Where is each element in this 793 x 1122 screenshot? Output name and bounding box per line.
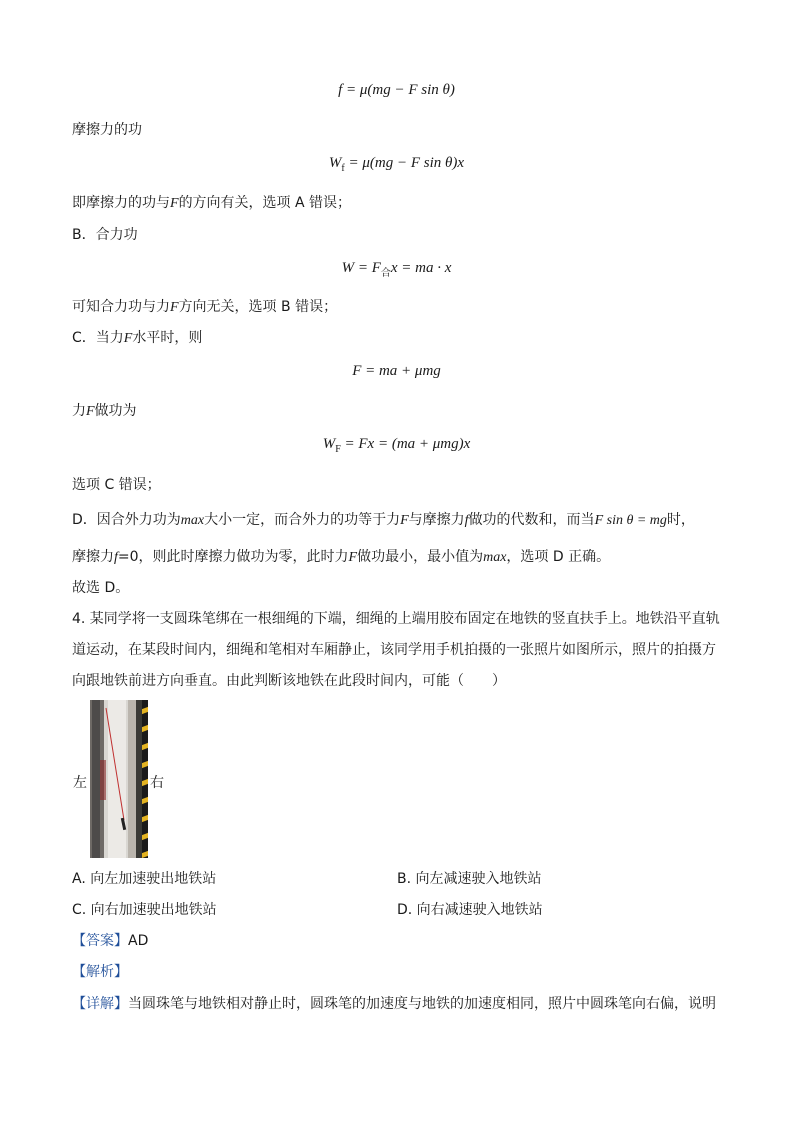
analysis-tag: 【解析】 (72, 964, 128, 980)
question-4-line2: 道运动，在某段时间内，细绳和笔相对车厢静止，该同学用手机拍摄的一张照片如图所示，照片的拍摄方 (72, 642, 716, 658)
text-option-c-heading: C．当力F水平时，则 (72, 330, 203, 346)
label-right: 右 (150, 775, 164, 791)
answer-value: AD (128, 933, 149, 949)
text-option-d-line2: 摩擦力f=0，则此时摩擦力做功为零，此时力F做功最小，最小值为max，选项 D 正确。 (72, 549, 611, 565)
text-conclusion-c: 选项 C 错误； (72, 477, 161, 493)
answer-line (72, 932, 148, 950)
equation-work-friction: $W_f = \mu(mg - F$ sin θ)x (328, 155, 465, 174)
text-choose: 故选 D。 (72, 580, 130, 596)
option-c: C. 向右加速驶出地铁站 (72, 902, 217, 918)
detail-text: 当圆珠笔与地铁相对静止时，圆珠笔的加速度与地铁的加速度相同，照片中圆珠笔向右偏，说明 (128, 996, 716, 1012)
text-work-friction: 摩擦力的功 (72, 122, 142, 138)
option-a: A. 向左加速驶出地铁站 (72, 871, 217, 887)
option-d: D. 向右减速驶入地铁站 (397, 902, 543, 918)
text-conclusion-b: 可知合力功与力F方向无关，选项 B 错误； (72, 299, 338, 315)
question-4-line3: 向跟地铁前进方向垂直。由此判断该地铁在此段时间内，可能（ ） (72, 673, 506, 689)
equation-force: F = ma + μmg (352, 363, 441, 379)
equation-friction: f = μ(mg − F sin θ) (338, 82, 455, 98)
question-4-line1: 4. 某同学将一支圆珠笔绑在一根细绳的下端，细绳的上端用胶布固定在地铁的竖直扶手上。地铁沿平直轨 (72, 611, 720, 627)
text-force-work: 力F做功为 (72, 403, 137, 419)
detail-tag: 【详解】 (72, 996, 128, 1012)
option-b: B. 向左减速驶入地铁站 (397, 871, 542, 887)
detail-line (72, 995, 716, 1013)
equation-net-work: $W = F_合x$ = ma · x (341, 260, 452, 279)
text-option-d-line1: D．因合外力功为max大小一定，而合外力的功等于力F与摩擦力f做功的代数和，而当F sin θ = mg时， (72, 512, 695, 528)
subway-photo (90, 700, 148, 858)
text-option-b-heading: B．合力功 (72, 227, 138, 243)
text-conclusion-a: 即摩擦力的功与F的方向有关，选项 A 错误； (72, 195, 352, 211)
answer-tag: 【答案】 (72, 933, 128, 949)
label-left: 左 (73, 775, 87, 791)
equation-work-force: $W_F = Fx = (ma + \mu mg)x$ (322, 436, 471, 455)
